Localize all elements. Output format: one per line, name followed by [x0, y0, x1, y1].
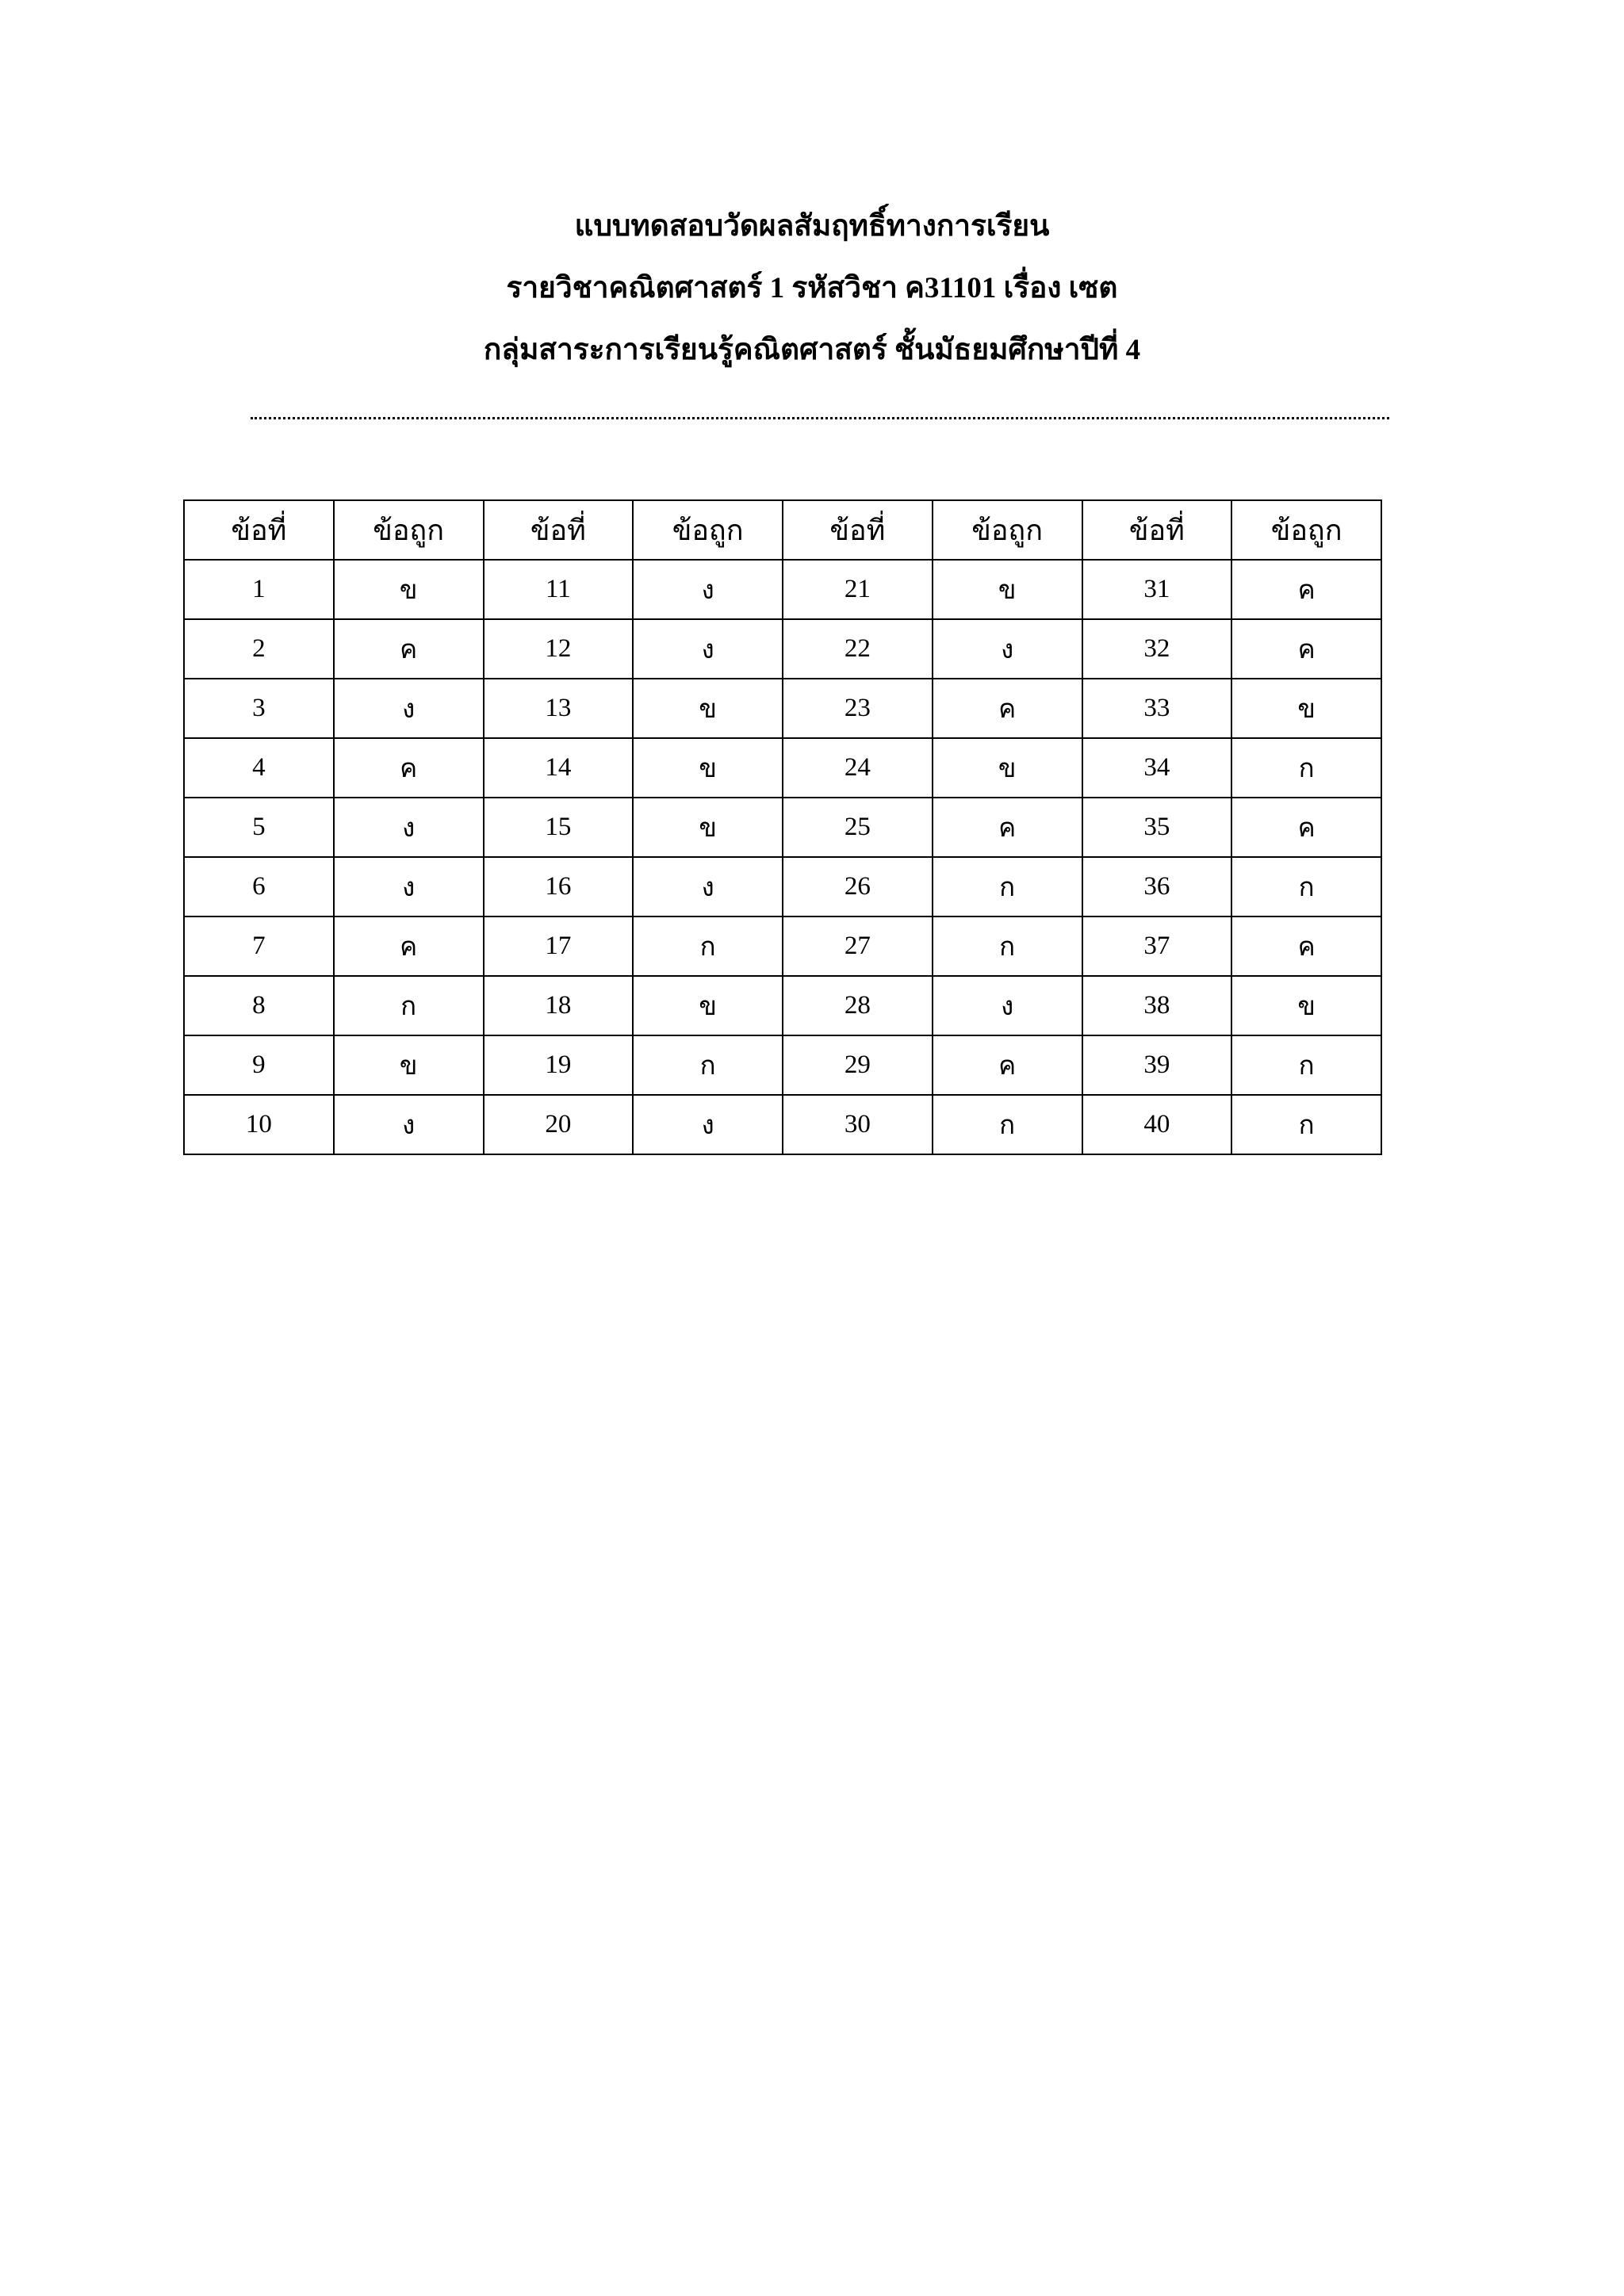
answer-cell: ก: [1231, 1035, 1381, 1095]
column-header-answer: ข้อถูก: [633, 500, 783, 560]
question-number-cell: 35: [1082, 798, 1232, 857]
answer-cell: ก: [1231, 1095, 1381, 1154]
answer-cell: ข: [933, 738, 1082, 798]
question-number-cell: 33: [1082, 679, 1232, 738]
question-number-cell: 40: [1082, 1095, 1232, 1154]
answer-cell: ง: [933, 976, 1082, 1035]
answer-cell: ง: [633, 560, 783, 619]
answer-cell: ก: [633, 916, 783, 976]
answer-cell: ค: [1231, 560, 1381, 619]
table-row: [184, 916, 1381, 976]
question-number-cell: 9: [184, 1035, 334, 1095]
document-subtitle-course: รายวิชาคณิตศาสตร์ 1 รหัสวิชา ค31101 เรื่อง เซต: [506, 272, 1118, 304]
table-row: [184, 619, 1381, 679]
question-number-cell: 38: [1082, 976, 1232, 1035]
answer-cell: ข: [1231, 976, 1381, 1035]
column-header-answer: ข้อถูก: [933, 500, 1082, 560]
answer-cell: ค: [933, 798, 1082, 857]
answer-cell: ง: [334, 1095, 484, 1154]
table-body: [184, 560, 1381, 1154]
answer-cell: ข: [933, 560, 1082, 619]
answer-cell: ข: [633, 679, 783, 738]
answer-cell: ข: [633, 798, 783, 857]
question-number-cell: 32: [1082, 619, 1232, 679]
question-number-cell: 16: [484, 857, 634, 916]
question-number-cell: 26: [783, 857, 933, 916]
document-subtitle-group: กลุ่มสาระการเรียนรู้คณิตศาสตร์ ชั้นมัธยมศึกษาปีที่ 4: [483, 334, 1141, 366]
document-title: แบบทดสอบวัดผลสัมฤทธิ์ทางการเรียน: [574, 210, 1050, 243]
answer-cell: ค: [334, 619, 484, 679]
answer-cell: ค: [334, 738, 484, 798]
question-number-cell: 14: [484, 738, 634, 798]
answer-cell: ก: [1231, 857, 1381, 916]
column-header-question-number: ข้อที่: [783, 500, 933, 560]
answer-cell: ข: [633, 976, 783, 1035]
answer-cell: ค: [933, 679, 1082, 738]
question-number-cell: 22: [783, 619, 933, 679]
table-header-row: [184, 500, 1381, 560]
question-number-cell: 4: [184, 738, 334, 798]
answer-cell: ง: [633, 1095, 783, 1154]
question-number-cell: 21: [783, 560, 933, 619]
question-number-cell: 39: [1082, 1035, 1232, 1095]
answer-cell: ง: [933, 619, 1082, 679]
table-row: [184, 738, 1381, 798]
answer-cell: ค: [334, 916, 484, 976]
answer-cell: ข: [334, 1035, 484, 1095]
question-number-cell: 12: [484, 619, 634, 679]
answer-cell: ก: [933, 857, 1082, 916]
answer-cell: ค: [1231, 916, 1381, 976]
question-number-cell: 10: [184, 1095, 334, 1154]
answer-cell: ข: [334, 560, 484, 619]
answer-cell: ค: [1231, 798, 1381, 857]
question-number-cell: 18: [484, 976, 634, 1035]
table-row: [184, 1035, 1381, 1095]
answer-cell: ก: [633, 1035, 783, 1095]
question-number-cell: 29: [783, 1035, 933, 1095]
table-row: [184, 857, 1381, 916]
question-number-cell: 7: [184, 916, 334, 976]
answer-key-table: [183, 499, 1382, 1155]
question-number-cell: 6: [184, 857, 334, 916]
question-number-cell: 34: [1082, 738, 1232, 798]
question-number-cell: 25: [783, 798, 933, 857]
answer-cell: ง: [334, 679, 484, 738]
table-row: [184, 976, 1381, 1035]
answer-cell: ก: [933, 916, 1082, 976]
answer-cell: ก: [334, 976, 484, 1035]
answer-cell: ก: [1231, 738, 1381, 798]
table-row: [184, 798, 1381, 857]
answer-cell: ง: [334, 857, 484, 916]
answer-cell: ค: [933, 1035, 1082, 1095]
column-header-question-number: ข้อที่: [184, 500, 334, 560]
question-number-cell: 23: [783, 679, 933, 738]
answer-cell: ง: [633, 857, 783, 916]
question-number-cell: 11: [484, 560, 634, 619]
question-number-cell: 27: [783, 916, 933, 976]
answer-cell: ข: [1231, 679, 1381, 738]
table-row: [184, 679, 1381, 738]
question-number-cell: 13: [484, 679, 634, 738]
column-header-question-number: ข้อที่: [484, 500, 634, 560]
answer-cell: ก: [933, 1095, 1082, 1154]
answer-cell: ค: [1231, 619, 1381, 679]
question-number-cell: 19: [484, 1035, 634, 1095]
column-header-answer: ข้อถูก: [1231, 500, 1381, 560]
question-number-cell: 31: [1082, 560, 1232, 619]
answer-cell: ข: [633, 738, 783, 798]
question-number-cell: 24: [783, 738, 933, 798]
question-number-cell: 8: [184, 976, 334, 1035]
question-number-cell: 28: [783, 976, 933, 1035]
question-number-cell: 30: [783, 1095, 933, 1154]
answer-cell: ง: [633, 619, 783, 679]
question-number-cell: 2: [184, 619, 334, 679]
dotted-separator: [251, 417, 1389, 419]
question-number-cell: 20: [484, 1095, 634, 1154]
question-number-cell: 37: [1082, 916, 1232, 976]
question-number-cell: 1: [184, 560, 334, 619]
question-number-cell: 5: [184, 798, 334, 857]
question-number-cell: 15: [484, 798, 634, 857]
question-number-cell: 36: [1082, 857, 1232, 916]
question-number-cell: 3: [184, 679, 334, 738]
column-header-answer: ข้อถูก: [334, 500, 484, 560]
table-row: [184, 1095, 1381, 1154]
table-row: [184, 560, 1381, 619]
column-header-question-number: ข้อที่: [1082, 500, 1232, 560]
question-number-cell: 17: [484, 916, 634, 976]
answer-cell: ง: [334, 798, 484, 857]
